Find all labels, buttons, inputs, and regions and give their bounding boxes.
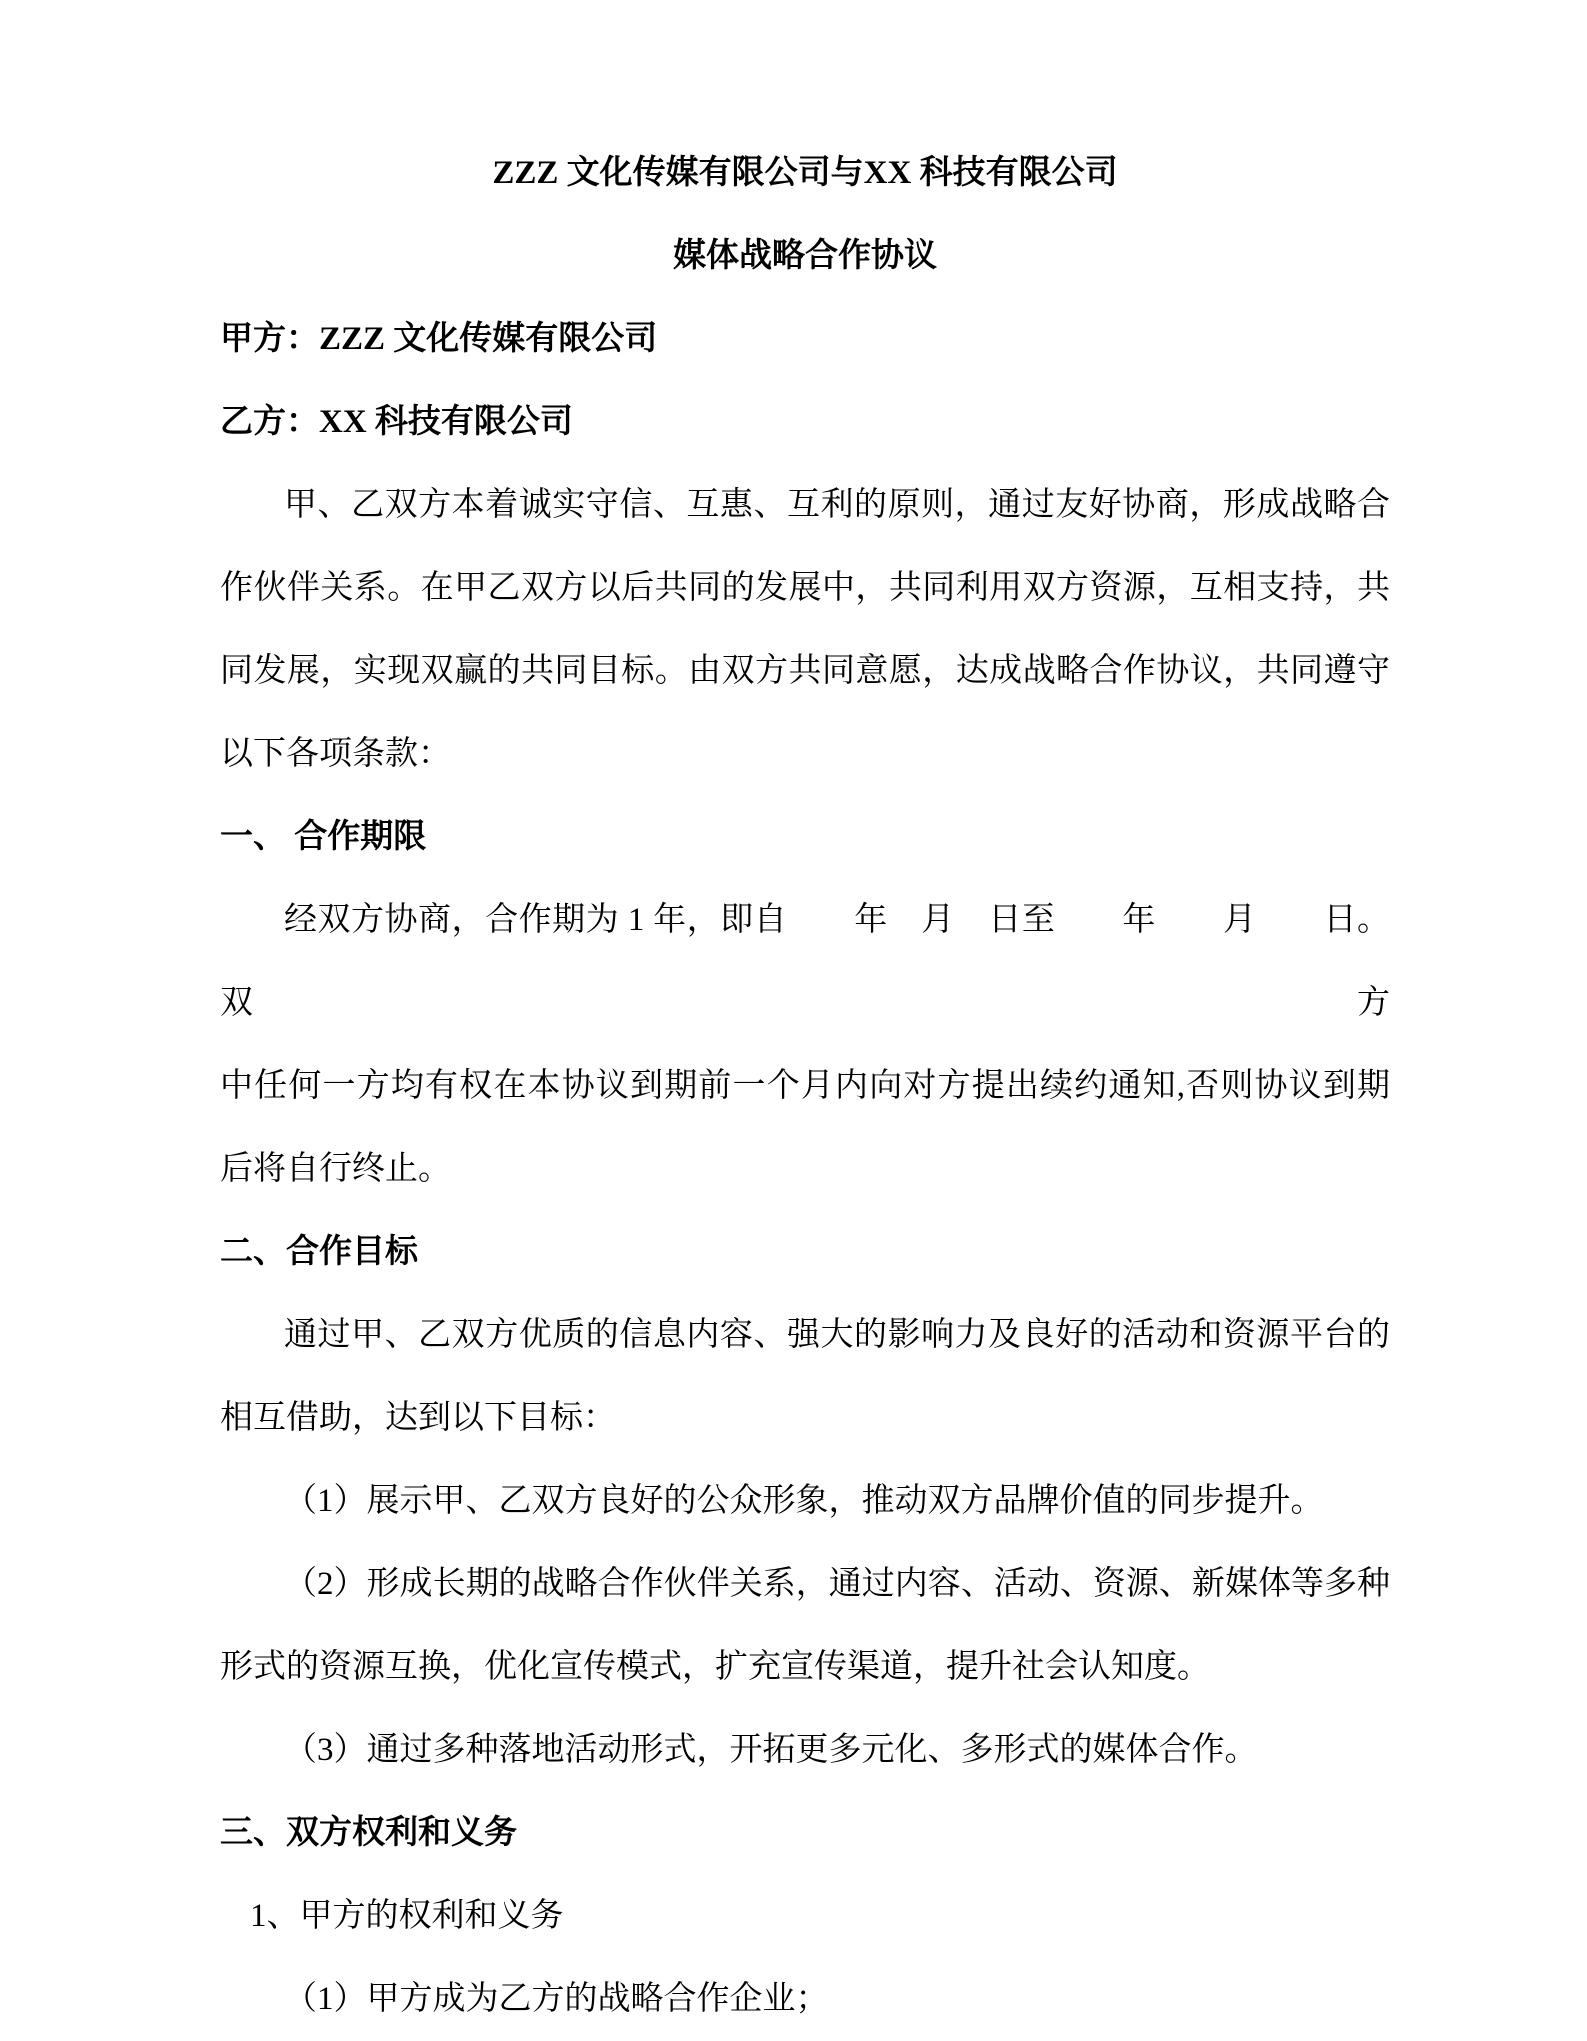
section-2-line-1: 通过甲、乙双方优质的信息内容、强大的影响力及良好的活动和资源平台的 <box>284 1317 1390 1353</box>
goal-item-3: （3）通过多种落地活动形式，开拓更多元化、多形式的媒体合作。 <box>284 1732 1258 1768</box>
party-a-line: 甲方：ZZZ 文化传媒有限公司 <box>220 321 658 357</box>
preamble-line-1: 甲、乙双方本着诚实守信、互惠、互利的原则，通过友好协商，形成战略合 <box>284 487 1390 523</box>
goal-item-2-line-2: 形式的资源互换，优化宣传模式，扩充宣传渠道，提升社会认知度。 <box>220 1649 1210 1685</box>
section-1-line-1: 经双方协商，合作期为 1 年，即自 年 月 日至 年 月 日。双方 <box>220 902 1390 1021</box>
preamble-line-2: 作伙伴关系。在甲乙双方以后共同的发展中，共同利用双方资源，互相支持，共 <box>220 570 1390 606</box>
section-3-heading: 三、双方权利和义务 <box>220 1815 517 1851</box>
preamble-line-4: 以下各项条款： <box>220 736 451 772</box>
document-title-line-1: ZZZ 文化传媒有限公司与XX 科技有限公司 <box>492 155 1118 191</box>
section-1-heading: 一、 合作期限 <box>220 819 427 855</box>
rights-item-1: （1）甲方成为乙方的战略合作企业； <box>284 1981 829 2017</box>
goal-item-1: （1）展示甲、乙双方良好的公众形象，推动双方品牌价值的同步提升。 <box>284 1483 1324 1519</box>
goal-item-2-line-1: （2）形成长期的战略合作伙伴关系，通过内容、活动、资源、新媒体等多种 <box>284 1566 1390 1602</box>
section-1-line-2: 中任何一方均有权在本协议到期前一个月内向对方提出续约通知,否则协议到期 <box>220 1068 1390 1104</box>
section-2-heading: 二、合作目标 <box>220 1234 418 1270</box>
document-title-line-2: 媒体战略合作协议 <box>673 238 937 274</box>
document-body <box>220 132 1390 2041</box>
section-2-line-2: 相互借助，达到以下目标： <box>220 1400 616 1436</box>
preamble-line-3: 同发展，实现双赢的共同目标。由双方共同意愿，达成战略合作协议，共同遵守 <box>220 653 1390 689</box>
party-b-line: 乙方：XX 科技有限公司 <box>220 404 573 440</box>
subsection-1-heading: 1、甲方的权利和义务 <box>250 1898 564 1934</box>
section-1-line-3: 后将自行终止。 <box>220 1151 451 1187</box>
